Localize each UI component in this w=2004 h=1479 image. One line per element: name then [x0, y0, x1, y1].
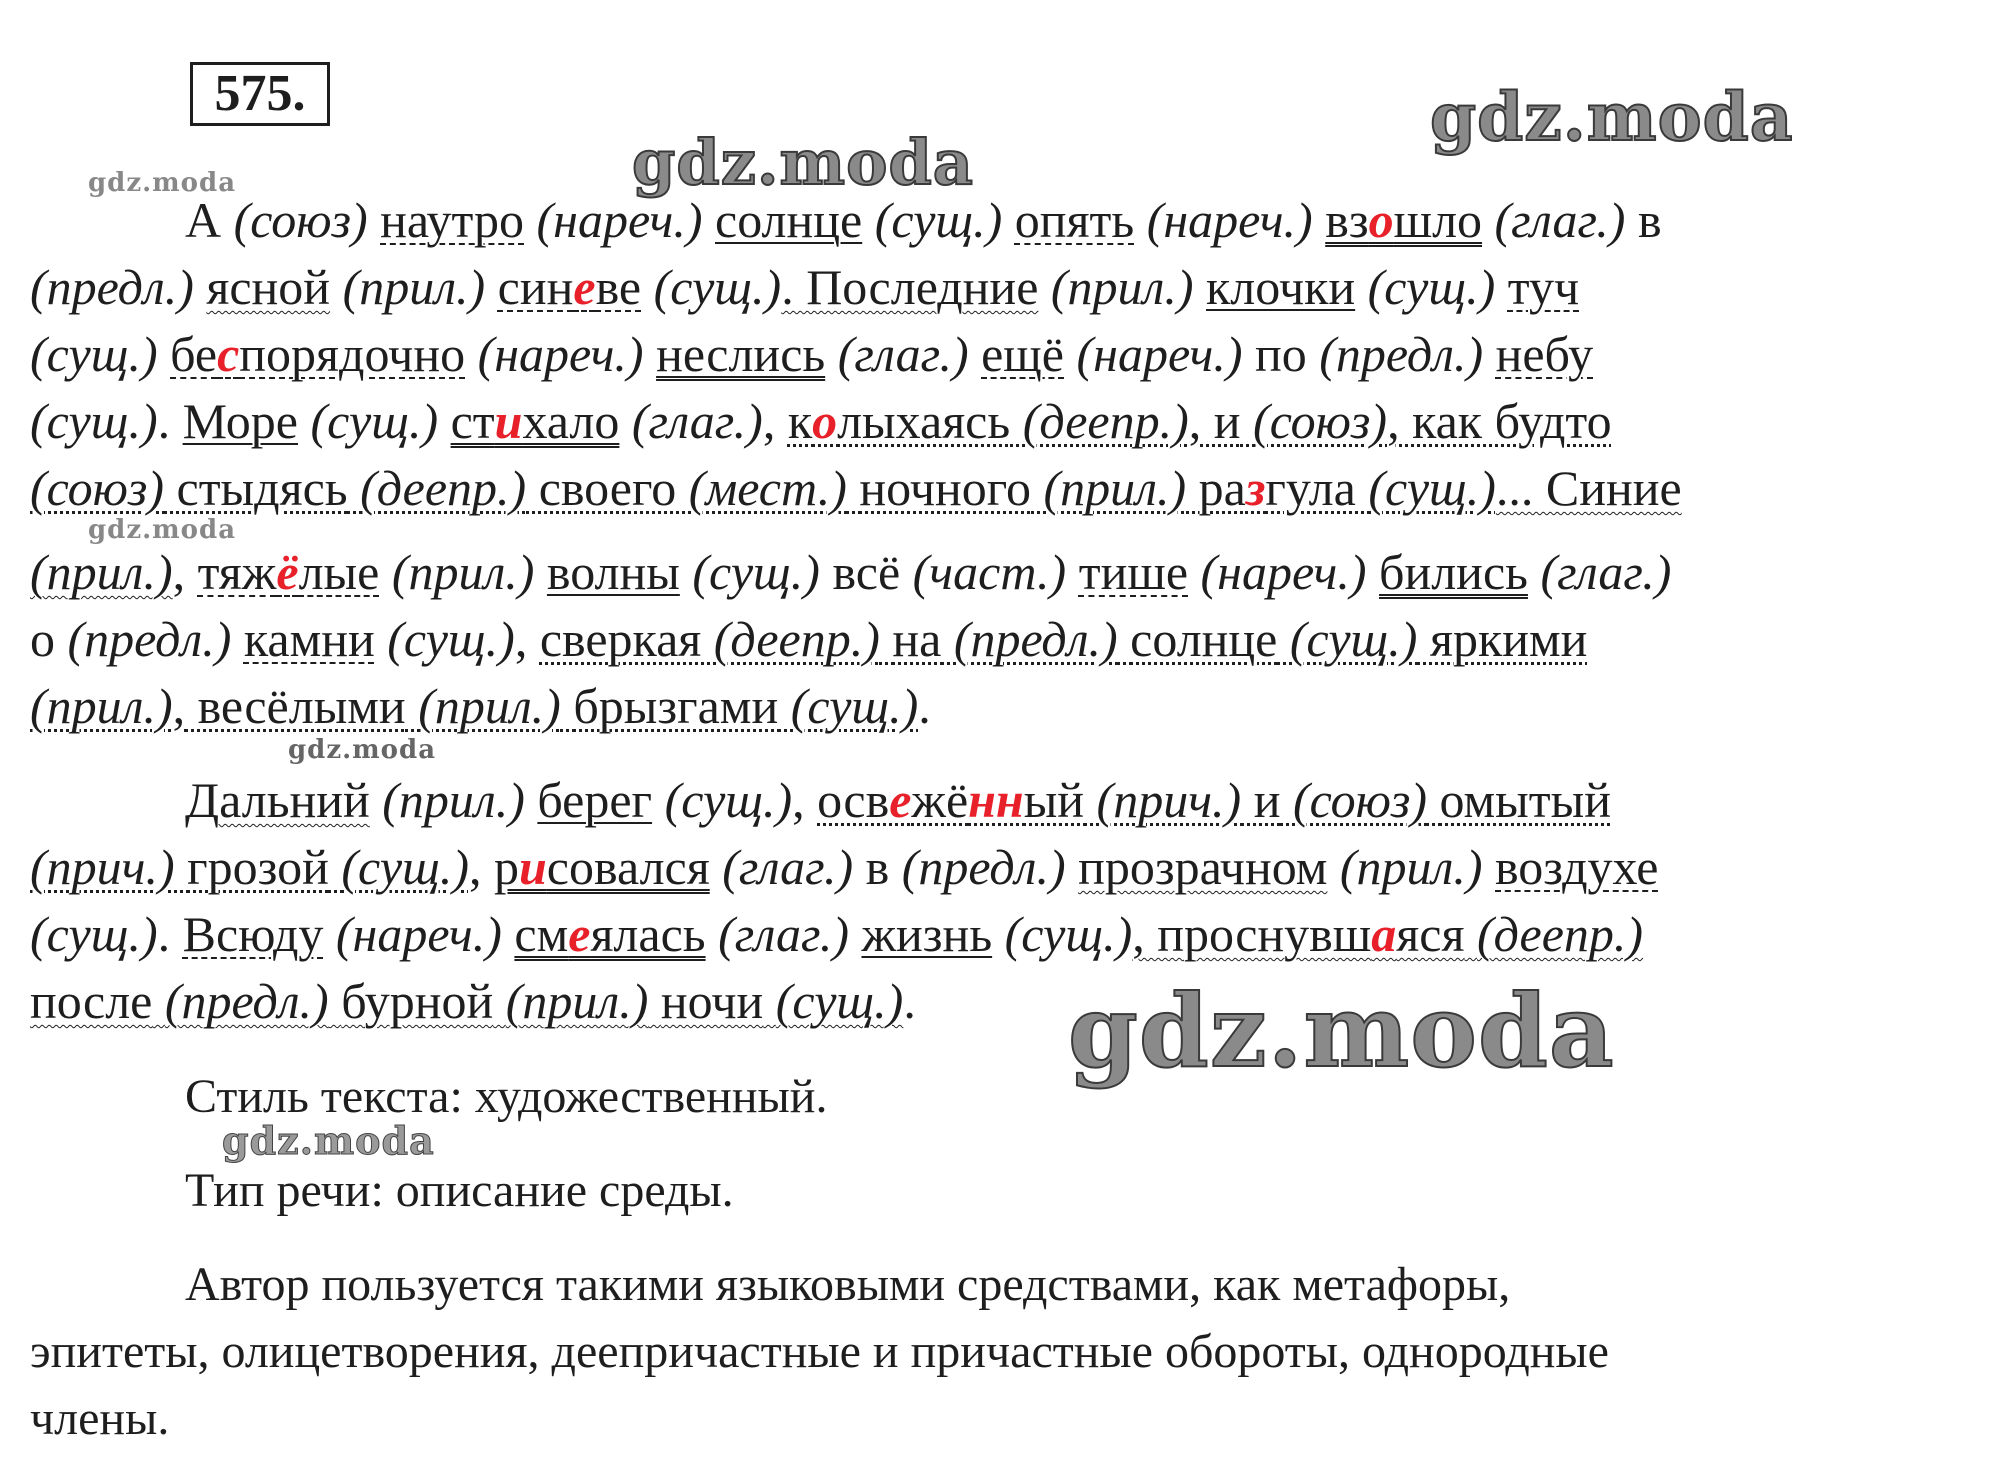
text-line: (сущ.) беспорядочно (нареч.) неслись (глаг.) ещё (нареч.) по (предл.) небу	[30, 326, 1594, 382]
text-line: (прил.), тяжёлые (прил.) волны (сущ.) всё (част.) тише (нареч.) бились (глаг.)	[30, 544, 1672, 600]
text-line: (сущ.). Море (сущ.) стихало (глаг.), колыхаясь (деепр.), и (союз), как будто	[30, 393, 1612, 449]
watermark: gdz.moda	[222, 1118, 435, 1163]
text-line: (союз) стыдясь (деепр.) своего (мест.) ночного (прил.) разгула (сущ.)... Синие	[30, 460, 1682, 516]
watermark: gdz.moda	[288, 735, 437, 765]
text-line: А (союз) наутро (нареч.) солнце (сущ.) опять (нареч.) взошло (глаг.) в	[185, 192, 1662, 248]
exercise-number: 575.	[190, 62, 330, 126]
watermark: gdz.moda	[1068, 972, 1615, 1090]
text-line: Дальний (прил.) берег (сущ.), освежённый (прич.) и (союз) омытый	[185, 772, 1611, 828]
watermark: gdz.moda	[1430, 78, 1794, 156]
watermark: gdz.moda	[632, 126, 974, 199]
text-line: после (предл.) бурной (прил.) ночи (сущ.).	[30, 973, 916, 1029]
text-line: (прил.), весёлыми (прил.) брызгами (сущ.).	[30, 678, 931, 734]
watermark: gdz.moda	[88, 515, 237, 545]
speech-type-line: Тип речи: описание среды.	[185, 1164, 734, 1217]
watermark: gdz.moda	[88, 168, 237, 198]
summary-line: члены.	[30, 1392, 170, 1445]
text-line: о (предл.) камни (сущ.), сверкая (деепр.) на (предл.) солнце (сущ.) яркими	[30, 611, 1588, 667]
text-line: (сущ.). Всюду (нареч.) смеялась (глаг.) жизнь (сущ.), проснувшаяся (деепр.)	[30, 906, 1644, 962]
summary-line: эпитеты, олицетворения, деепричастные и причастные обороты, однородные	[30, 1325, 1609, 1378]
summary-line: Автор пользуется такими языковыми средствами, как метафоры,	[185, 1258, 1511, 1311]
text-style-line: Стиль текста: художественный.	[185, 1070, 828, 1123]
text-line: (прич.) грозой (сущ.), рисовался (глаг.) в (предл.) прозрачном (прил.) воздухе	[30, 839, 1659, 895]
text-line: (предл.) ясной (прил.) синеве (сущ.). Последние (прил.) клочки (сущ.) туч	[30, 259, 1580, 315]
